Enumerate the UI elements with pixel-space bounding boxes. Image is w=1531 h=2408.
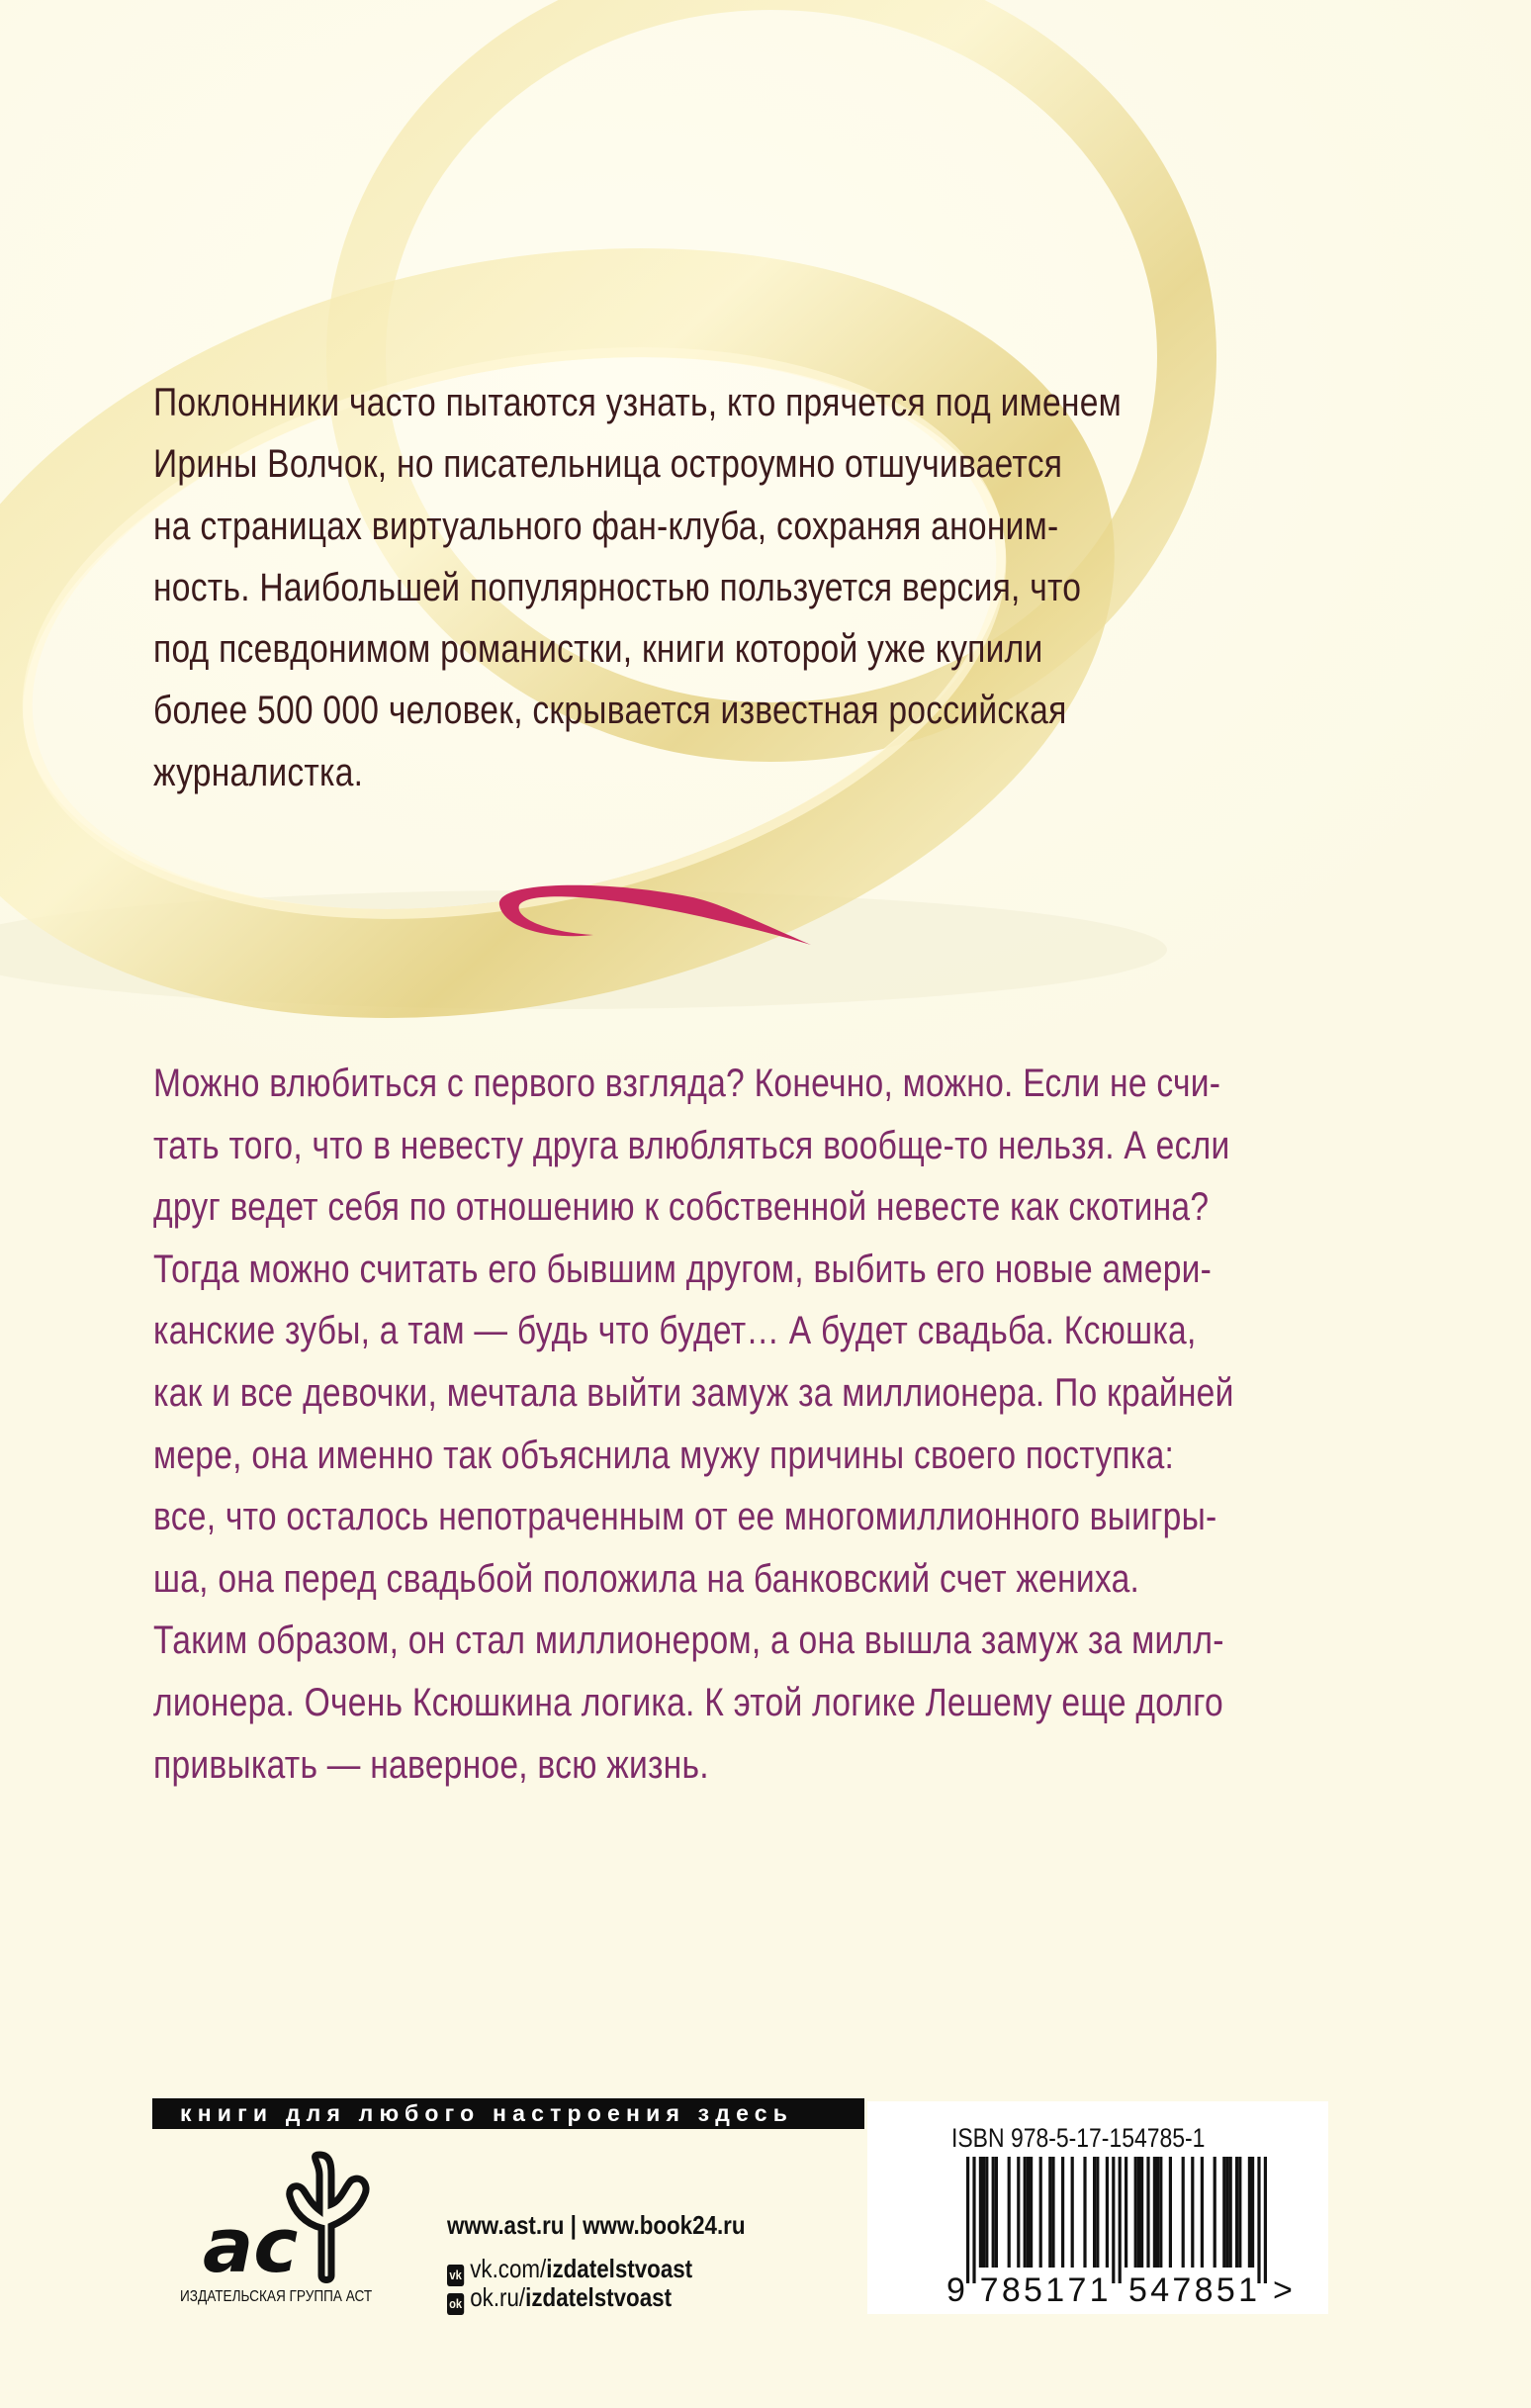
barcode-panel <box>867 2101 1328 2314</box>
text-line: канские зубы, а там — будь что будет… А будет свадьба. Ксюшка, <box>153 1309 1197 1353</box>
barcode-bar <box>1251 2157 1254 2268</box>
text-line: лионера. Очень Ксюшкина логика. К этой логике Лешему еще долго <box>153 1680 1223 1724</box>
barcode-bar <box>1112 2157 1115 2283</box>
text-line: более 500 000 человек, скрывается известная российская <box>153 689 1067 733</box>
barcode-bar <box>1083 2157 1086 2268</box>
barcode-bar <box>1169 2157 1172 2268</box>
barcode-bar <box>1159 2157 1162 2268</box>
barcode-bar <box>1191 2157 1194 2268</box>
barcode-bar <box>1214 2157 1216 2268</box>
text-line: друг ведет себя по отношению к собственной невесте как скотина? <box>153 1185 1210 1230</box>
logo-text: ac <box>203 2201 299 2289</box>
text-line: ность. Наибольшей популярностью пользуется версия, что <box>153 565 1082 609</box>
text-line: привыкать — наверное, всю жизнь. <box>153 1742 709 1787</box>
text-line: Поклонники часто пытаются узнать, кто прячется под именем <box>153 381 1122 424</box>
ast-logo <box>203 2145 371 2289</box>
text-line: Можно влюбиться с первого взгляда? Конечно, можно. Если не счи- <box>153 1062 1221 1105</box>
slogan-band: книги для любого настроения здесь <box>152 2098 864 2129</box>
barcode-digits: 547851 <box>1128 2271 1257 2309</box>
barcode-bar <box>1248 2157 1251 2268</box>
barcode-bar <box>985 2157 988 2268</box>
text-line: Тогда можно считать его бывшим другом, выбить его новые амери- <box>153 1247 1213 1291</box>
barcode-bar <box>1106 2157 1109 2268</box>
barcode-bar <box>1182 2157 1185 2268</box>
barcode-bar <box>1140 2157 1143 2268</box>
barcode-bar <box>1257 2157 1260 2283</box>
publisher-label: ИЗДАТЕЛЬСКАЯ ГРУППА АСТ <box>180 2288 373 2305</box>
barcode-bar <box>1061 2157 1064 2268</box>
barcode-bar <box>1093 2157 1096 2268</box>
barcode-bar <box>1119 2157 1122 2283</box>
barcode-bar <box>1134 2157 1137 2268</box>
barcode-bar <box>1146 2157 1149 2268</box>
vk-icon: vk <box>447 2265 464 2286</box>
barcode-digits: 9 <box>946 2271 965 2309</box>
barcode-digits: 785171 <box>979 2271 1109 2309</box>
barcode-digits: > <box>1273 2271 1293 2309</box>
barcode-bar <box>1229 2157 1232 2268</box>
text-line: Ирины Волчок, но писательница остроумно отшучивается <box>153 442 1063 487</box>
barcode-bar <box>1238 2157 1241 2268</box>
barcode-bar <box>1039 2157 1042 2268</box>
barcode-bar <box>1125 2157 1127 2268</box>
text-line: ша, она перед свадьбой положила на банковский счет жениха. <box>153 1556 1140 1601</box>
barcode-bar <box>1222 2157 1225 2268</box>
barcode-bar <box>1137 2157 1140 2268</box>
barcode-bar <box>1030 2157 1033 2268</box>
barcode-bar <box>1201 2157 1204 2268</box>
vk-link[interactable]: vk vk.com/izdatelstvoast <box>447 2254 692 2286</box>
barcode-bar <box>1264 2157 1267 2283</box>
book-annotation <box>153 1053 1440 1796</box>
text-line: мере, она именно так объяснила мужу причины своего поступка: <box>153 1433 1175 1477</box>
text-line: журналистка. <box>153 750 364 794</box>
barcode-bar <box>979 2157 982 2268</box>
barcode-bar <box>1071 2157 1074 2268</box>
barcode <box>946 2157 1293 2309</box>
text-line: как и все девочки, мечтала выйти замуж за миллионера. По крайней <box>153 1370 1234 1415</box>
ok-link[interactable]: ok ok.ru/izdatelstvoast <box>447 2282 672 2315</box>
barcode-bar <box>1027 2157 1030 2268</box>
barcode-bar <box>1156 2157 1159 2268</box>
barcode-bar <box>995 2157 998 2268</box>
barcode-bar <box>966 2157 969 2283</box>
barcode-bar <box>982 2157 985 2268</box>
ok-icon: ok <box>447 2293 464 2315</box>
isbn-text: ISBN 978-5-17-154785-1 <box>951 2123 1206 2153</box>
text-line: Таким образом, он стал миллионером, а она вышла замуж за милл- <box>153 1619 1224 1663</box>
barcode-bar <box>1048 2157 1051 2268</box>
barcode-bar <box>1096 2157 1099 2268</box>
text-line: все, что осталось непотраченным от ее многомиллионного выигры- <box>153 1495 1217 1539</box>
author-description <box>153 372 1306 803</box>
barcode-bar <box>1153 2157 1156 2268</box>
barcode-bar <box>1235 2157 1238 2268</box>
barcode-bar <box>992 2157 995 2268</box>
barcode-bar <box>1225 2157 1228 2268</box>
barcode-bar <box>1008 2157 1011 2268</box>
barcode-bar <box>1017 2157 1020 2268</box>
text-line: под псевдонимом романистки, книги которой уже купили <box>153 627 1043 672</box>
barcode-bar <box>1024 2157 1027 2268</box>
text-line: на страницах виртуального фан-клуба, сохраняя аноним- <box>153 504 1059 548</box>
text-line: тать того, что в невесту друга влюбляться вообще-то нельзя. А если <box>153 1123 1230 1167</box>
barcode-bar <box>1051 2157 1054 2268</box>
barcode-bar <box>972 2157 975 2283</box>
websites-link[interactable]: www.ast.ru | www.book24.ru <box>447 2210 746 2240</box>
